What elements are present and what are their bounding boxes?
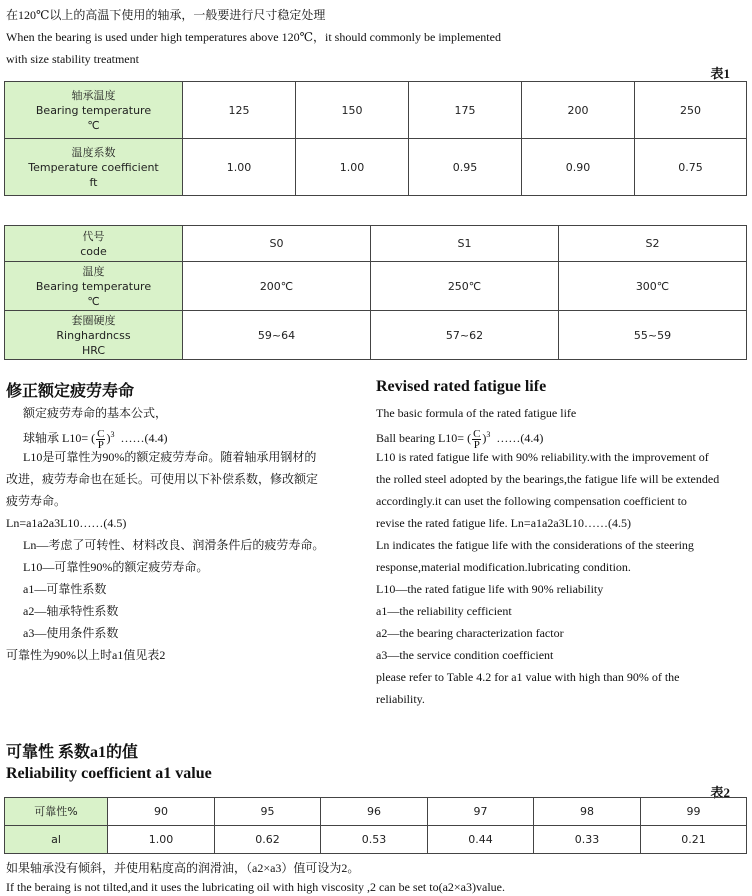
table-cell: 0.95 bbox=[409, 139, 522, 196]
fraction-c-over-p: $\frac{C}{P}$ bbox=[97, 427, 105, 451]
right-text-line: a1—the reliability cefficient bbox=[376, 604, 512, 618]
table2-label: 表2 bbox=[710, 785, 730, 800]
intro-en-line1: When the bearing is used under high temperatures above 120℃，it should commonly be implemented bbox=[6, 30, 501, 44]
right-text-line: reliability. bbox=[376, 692, 425, 706]
table-row bbox=[5, 226, 747, 262]
table-cell: S1 bbox=[371, 226, 559, 262]
table-cell: 57~62 bbox=[371, 311, 559, 360]
left-last-line: 可靠性为90%以上时a1值见表2 bbox=[6, 648, 166, 662]
row-header-bearing-temperature: 轴承温度 Bearing temperature ℃ bbox=[5, 82, 183, 139]
left-formula: 球轴承 L10= ( $\frac{C}{P}$ )$^3$ ……(4.4) bbox=[23, 427, 168, 451]
left-heading: 修正额定疲劳寿命 bbox=[6, 383, 135, 400]
table-cell: 97 bbox=[428, 798, 534, 826]
right-text-line: a2—the bearing characterization factor bbox=[376, 626, 564, 640]
left-column bbox=[6, 402, 358, 666]
temperature-coefficient-table bbox=[4, 81, 747, 196]
left-definition-line: Ln—考虑了可转性、材料改良、润滑条件后的疲劳寿命。 bbox=[23, 538, 325, 552]
table1-label: 表1 bbox=[710, 66, 730, 81]
left-definition-line: a2—轴承特性系数 bbox=[23, 604, 119, 618]
table-cell: 0.44 bbox=[428, 826, 534, 854]
reliability-heading-en: Reliability coefficient a1 value bbox=[6, 765, 212, 782]
table-cell: 1.00 bbox=[296, 139, 409, 196]
footer-note-zh: 如果轴承没有倾斜，并使用粘度高的润滑油，（a2×a3）值可设为2。 bbox=[6, 861, 360, 875]
table-row bbox=[5, 82, 747, 139]
table-cell: 250℃ bbox=[371, 262, 559, 311]
table-cell: 59~64 bbox=[183, 311, 371, 360]
right-text-line: L10—the rated fatigue life with 90% reliability bbox=[376, 582, 604, 596]
table-cell: 96 bbox=[321, 798, 428, 826]
table-cell: S2 bbox=[559, 226, 747, 262]
table-cell: S0 bbox=[183, 226, 371, 262]
right-text-line: a3—the service condition coefficient bbox=[376, 648, 554, 662]
table-row bbox=[5, 826, 747, 854]
reliability-coefficient-table bbox=[4, 797, 747, 854]
table-cell: 250 bbox=[635, 82, 747, 139]
right-text-line: response,material modification.lubricating condition. bbox=[376, 560, 631, 574]
right-column bbox=[376, 402, 746, 710]
intro-en-line2: with size stability treatment bbox=[6, 52, 139, 66]
left-definition-line: a1—可靠性系数 bbox=[23, 582, 107, 596]
left-definition-line: a3—使用条件系数 bbox=[23, 626, 119, 640]
right-formula: Ball bearing L10= ( $\frac{C}{P}$ )$^3$ ……(4.4) bbox=[376, 427, 544, 451]
table-cell: 95 bbox=[215, 798, 321, 826]
row-header-a1: al bbox=[5, 826, 108, 854]
table-cell: 200 bbox=[522, 82, 635, 139]
left-equation: Ln=a1a2a3L10……(4.5) bbox=[6, 516, 127, 530]
right-text-line: L10 is rated fatigue life with 90% reliability.with the improvement of bbox=[376, 450, 709, 464]
table-cell: 0.21 bbox=[641, 826, 747, 854]
row-header-ring-hardness: 套圈硬度 Ringhardncss HRC bbox=[5, 311, 183, 360]
row-header-reliability: 可靠性% bbox=[5, 798, 108, 826]
table-cell: 98 bbox=[534, 798, 641, 826]
reliability-heading-zh: 可靠性 系数a1的值 bbox=[6, 744, 139, 761]
table-cell: 99 bbox=[641, 798, 747, 826]
left-paragraph-line: L10是可靠性为90%的额定疲劳寿命。随着轴承用钢材的 bbox=[23, 450, 317, 464]
right-text-line: revise the rated fatigue life. Ln=a1a2a3L10……(4.5) bbox=[376, 516, 631, 530]
table-cell: 0.90 bbox=[522, 139, 635, 196]
right-intro-line: The basic formula of the rated fatigue life bbox=[376, 406, 577, 420]
right-text-line: Ln indicates the fatigue life with the considerations of the steering bbox=[376, 538, 694, 552]
table-cell: 150 bbox=[296, 82, 409, 139]
row-header-code: 代号 code bbox=[5, 226, 183, 262]
table-row bbox=[5, 139, 747, 196]
right-text-line: the rolled steel adopted by the bearings,the fatigue life will be extended bbox=[376, 472, 720, 486]
stability-code-table bbox=[4, 225, 747, 360]
table-cell: 125 bbox=[183, 82, 296, 139]
table-cell: 1.00 bbox=[108, 826, 215, 854]
table-cell: 90 bbox=[108, 798, 215, 826]
footer-note-en: If the beraing is not tilted,and it uses the lubricating oil with high viscosity ,2 can be set to(a2×a3)value. bbox=[6, 880, 505, 894]
table-cell: 200℃ bbox=[183, 262, 371, 311]
fraction-c-over-p: $\frac{C}{P}$ bbox=[473, 427, 481, 451]
row-header-temperature-coefficient: 温度系数 Temperature coefficient ft bbox=[5, 139, 183, 196]
table-cell: 55~59 bbox=[559, 311, 747, 360]
table-row bbox=[5, 262, 747, 311]
left-paragraph-line: 疲劳寿命。 bbox=[6, 494, 67, 508]
right-heading: Revised rated fatigue life bbox=[376, 378, 547, 395]
left-intro-line: 额定疲劳寿命的基本公式， bbox=[23, 406, 168, 420]
table-cell: 0.33 bbox=[534, 826, 641, 854]
row-header-temperature: 温度 Bearing temperature ℃ bbox=[5, 262, 183, 311]
table-row bbox=[5, 798, 747, 826]
table-cell: 1.00 bbox=[183, 139, 296, 196]
table-cell: 300℃ bbox=[559, 262, 747, 311]
right-text-line: accordingly.it can uset the following compensation coefficient to bbox=[376, 494, 687, 508]
table-row bbox=[5, 311, 747, 360]
table-cell: 0.53 bbox=[321, 826, 428, 854]
intro-zh: 在120℃以上的高温下使用的轴承，一般要进行尺寸稳定处理 bbox=[6, 8, 326, 22]
table-cell: 0.62 bbox=[215, 826, 321, 854]
table-cell: 175 bbox=[409, 82, 522, 139]
left-definition-line: L10—可靠性90%的额定疲劳寿命。 bbox=[23, 560, 209, 574]
table-cell: 0.75 bbox=[635, 139, 747, 196]
left-paragraph-line: 改进，疲劳寿命也在延长。可使用以下补偿系数，修改额定 bbox=[6, 472, 319, 486]
right-text-line: please refer to Table 4.2 for a1 value with high than 90% of the bbox=[376, 670, 680, 684]
